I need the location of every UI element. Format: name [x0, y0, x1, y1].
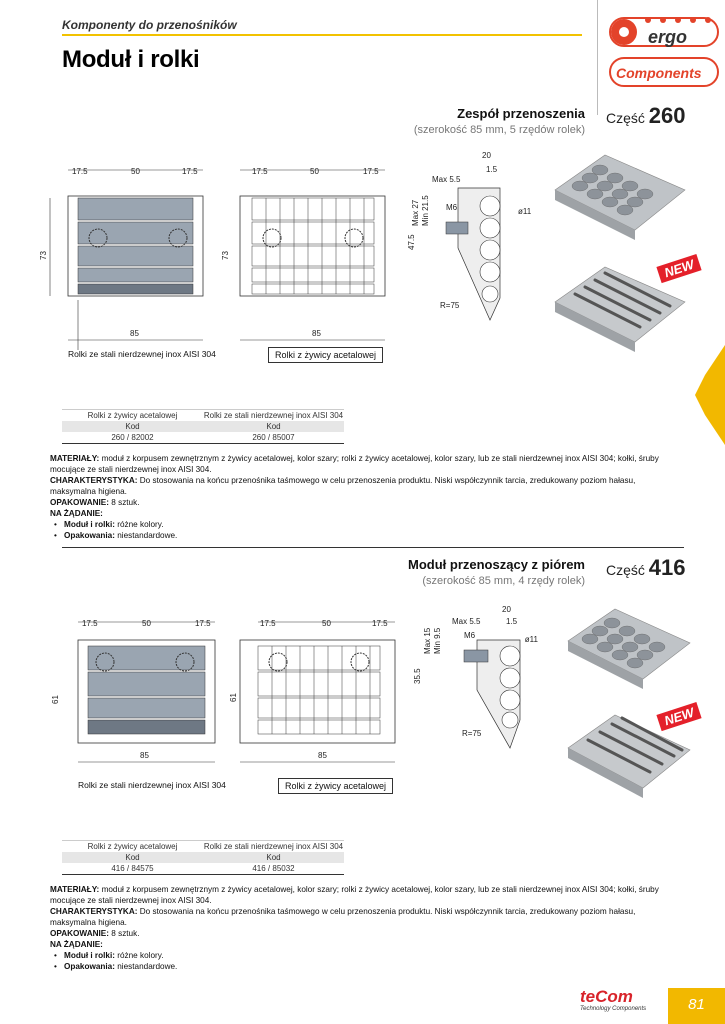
pack-label: OPAKOWANIE: — [50, 498, 109, 507]
drawing-2-acetal — [230, 612, 410, 787]
table-kod: Kod — [203, 421, 344, 432]
dim-max-5-5: Max 5.5 — [452, 617, 481, 626]
description-1 — [50, 453, 672, 541]
product-2-image-acetal — [560, 605, 690, 690]
dim-r75: R=75 — [440, 301, 460, 310]
part-number: 260 — [648, 103, 686, 128]
request-label: NA ŻĄDANIE: — [50, 940, 103, 949]
dim-m6: M6 — [464, 631, 476, 640]
dim-width: 85 — [140, 751, 149, 760]
dim-mid: 50 — [310, 167, 319, 176]
request-label: NA ŻĄDANIE: — [50, 509, 103, 518]
materials-text: moduł z korpusem zewnętrznym z żywicy acetalowej, kolor szary; rolki z żywicy acetalowej, kolor szary, lub ze stali nierdzewnej inox AISI 304; kołki, śruby mocujące ze stali nierdzewnej inox AISI 304. — [50, 454, 659, 474]
table-code: 260 / 85007 — [203, 432, 344, 444]
dim-1-5: 1.5 — [506, 617, 518, 626]
dim-m6: M6 — [446, 203, 458, 212]
part-label: Część — [606, 562, 645, 578]
drawing-1-stainless — [38, 160, 218, 360]
dim-height: 61 — [229, 693, 238, 702]
dim-min-9-5: Min 9.5 — [433, 627, 442, 654]
dim-right: 17.5 — [182, 167, 198, 176]
char-text: Do stosowania na końcu przenośnika taśmowego w celu przenoszenia produktu. Niski współczynnik tarcia, zredukowany poziom hałasu, maksymalna higiena. — [50, 907, 636, 927]
dim-width: 85 — [130, 329, 139, 338]
materials-text: moduł z korpusem zewnętrznym z żywicy acetalowej, kolor szary; rolki z żywicy acetalowej, kolor szary, lub ze stali nierdzewnej inox AISI 304; kołki, śruby mocujące ze stali nierdzewnej inox AISI 304. — [50, 885, 659, 905]
drawing-2-stainless — [50, 612, 230, 787]
request-item-label: Opakowania: — [64, 962, 115, 971]
dim-height: 73 — [39, 251, 48, 260]
dim-left: 17.5 — [260, 619, 276, 628]
new-badge-2: NEW — [656, 702, 702, 731]
dim-min-21-5: Min 21.5 — [421, 195, 430, 226]
side-drawing-2 — [402, 600, 542, 750]
page-title: Moduł i rolki — [62, 46, 200, 73]
product-2-subtitle: (szerokość 85 mm, 4 rzędy rolek) — [422, 575, 585, 587]
request-item — [64, 961, 672, 972]
drawing-1-acetal — [220, 160, 400, 360]
dim-height: 61 — [51, 695, 60, 704]
dim-d11: ø11 — [518, 207, 532, 216]
caption-1-right: Rolki z żywicy acetalowej — [268, 347, 383, 363]
header-divider — [597, 0, 598, 115]
product-1-subtitle: (szerokość 85 mm, 5 rzędów rolek) — [413, 124, 585, 136]
dim-height: 73 — [221, 251, 230, 260]
product-1-image-acetal — [545, 150, 685, 240]
table-code: 416 / 84575 — [62, 863, 203, 875]
table-header: Rolki ze stali nierdzewnej inox AISI 304 — [203, 842, 344, 851]
section-label: Komponenty do przenośników — [62, 18, 237, 32]
dim-left: 17.5 — [72, 167, 88, 176]
tecom-sub: Technology Components — [580, 1006, 647, 1012]
tecom-brand: teCom — [580, 987, 633, 1006]
dim-20: 20 — [482, 151, 491, 160]
materials-label: MATERIAŁY: — [50, 885, 100, 894]
request-item-label: Moduł i rolki: — [64, 951, 115, 960]
dim-max-5-5: Max 5.5 — [432, 175, 461, 184]
dim-mid: 50 — [142, 619, 151, 628]
dim-left: 17.5 — [252, 167, 268, 176]
table-kod: Kod — [203, 852, 344, 863]
dim-1-5: 1.5 — [486, 165, 498, 174]
ergo-components-logo — [608, 10, 720, 96]
product-2-part — [606, 555, 686, 581]
pack-text: 8 sztuk. — [111, 498, 140, 507]
dim-left: 17.5 — [82, 619, 98, 628]
table-header: Rolki z żywicy acetalowej — [62, 841, 203, 853]
pack-label: OPAKOWANIE: — [50, 929, 109, 938]
dim-35-5: 35.5 — [413, 668, 422, 684]
char-label: CHARAKTERYSTYKA: — [50, 907, 138, 916]
dim-20: 20 — [502, 605, 511, 614]
logo-text-components: Components — [616, 65, 702, 81]
request-item-text: różne kolory. — [117, 520, 164, 529]
dim-right: 17.5 — [195, 619, 211, 628]
dim-max-27: Max 27 — [411, 199, 420, 226]
part-label: Część — [606, 110, 645, 126]
product-1-image-stainless — [545, 262, 685, 352]
dim-d11: ø11 — [524, 635, 538, 644]
materials-label: MATERIAŁY: — [50, 454, 100, 463]
request-item — [64, 950, 672, 961]
product-1-title: Zespół przenoszenia — [457, 106, 585, 121]
request-item — [64, 519, 672, 530]
request-item-text: niestandardowe. — [117, 531, 178, 540]
codes-table-1 — [62, 409, 344, 444]
product-2-title: Moduł przenoszący z piórem — [408, 557, 585, 572]
table-kod: Kod — [62, 852, 203, 863]
section-divider — [62, 547, 684, 548]
table-code: 260 / 82002 — [62, 432, 203, 444]
tecom-logo — [580, 988, 650, 1016]
pack-text: 8 sztuk. — [111, 929, 140, 938]
caption-1-left: Rolki ze stali nierdzewnej inox AISI 304 — [68, 349, 216, 359]
yellow-side-tab — [695, 345, 725, 445]
part-number: 416 — [648, 555, 686, 580]
dim-width: 85 — [318, 751, 327, 760]
dim-47-5: 47.5 — [407, 234, 416, 250]
product-1-part — [606, 103, 686, 129]
description-2 — [50, 884, 672, 972]
request-item-text: niestandardowe. — [117, 962, 178, 971]
request-item — [64, 530, 672, 541]
dim-right: 17.5 — [372, 619, 388, 628]
char-text: Do stosowania na końcu przenośnika taśmowego w celu przenoszenia produktu. Niski współczynnik tarcia, zredukowany poziom hałasu, maksymalna higiena. — [50, 476, 636, 496]
dim-mid: 50 — [322, 619, 331, 628]
request-item-label: Moduł i rolki: — [64, 520, 115, 529]
logo-text-ergo: ergo — [648, 27, 688, 47]
new-badge-1: NEW — [656, 254, 702, 283]
table-kod: Kod — [62, 421, 203, 432]
table-code: 416 / 85032 — [203, 863, 344, 875]
dim-right: 17.5 — [363, 167, 379, 176]
codes-table-2 — [62, 840, 344, 875]
caption-2-left: Rolki ze stali nierdzewnej inox AISI 304 — [78, 780, 226, 790]
product-2-image-stainless — [560, 710, 690, 800]
char-label: CHARAKTERYSTYKA: — [50, 476, 138, 485]
header-underline — [62, 34, 582, 36]
page-number: 81 — [668, 988, 725, 1024]
request-item-text: różne kolory. — [117, 951, 164, 960]
caption-2-right: Rolki z żywicy acetalowej — [278, 778, 393, 794]
dim-r75: R=75 — [462, 729, 482, 738]
table-header: Rolki ze stali nierdzewnej inox AISI 304 — [203, 411, 344, 420]
side-drawing-1 — [400, 148, 540, 323]
dim-max-15: Max 15 — [423, 627, 432, 654]
dim-width: 85 — [312, 329, 321, 338]
dim-mid: 50 — [131, 167, 140, 176]
table-header: Rolki z żywicy acetalowej — [62, 410, 203, 422]
request-item-label: Opakowania: — [64, 531, 115, 540]
